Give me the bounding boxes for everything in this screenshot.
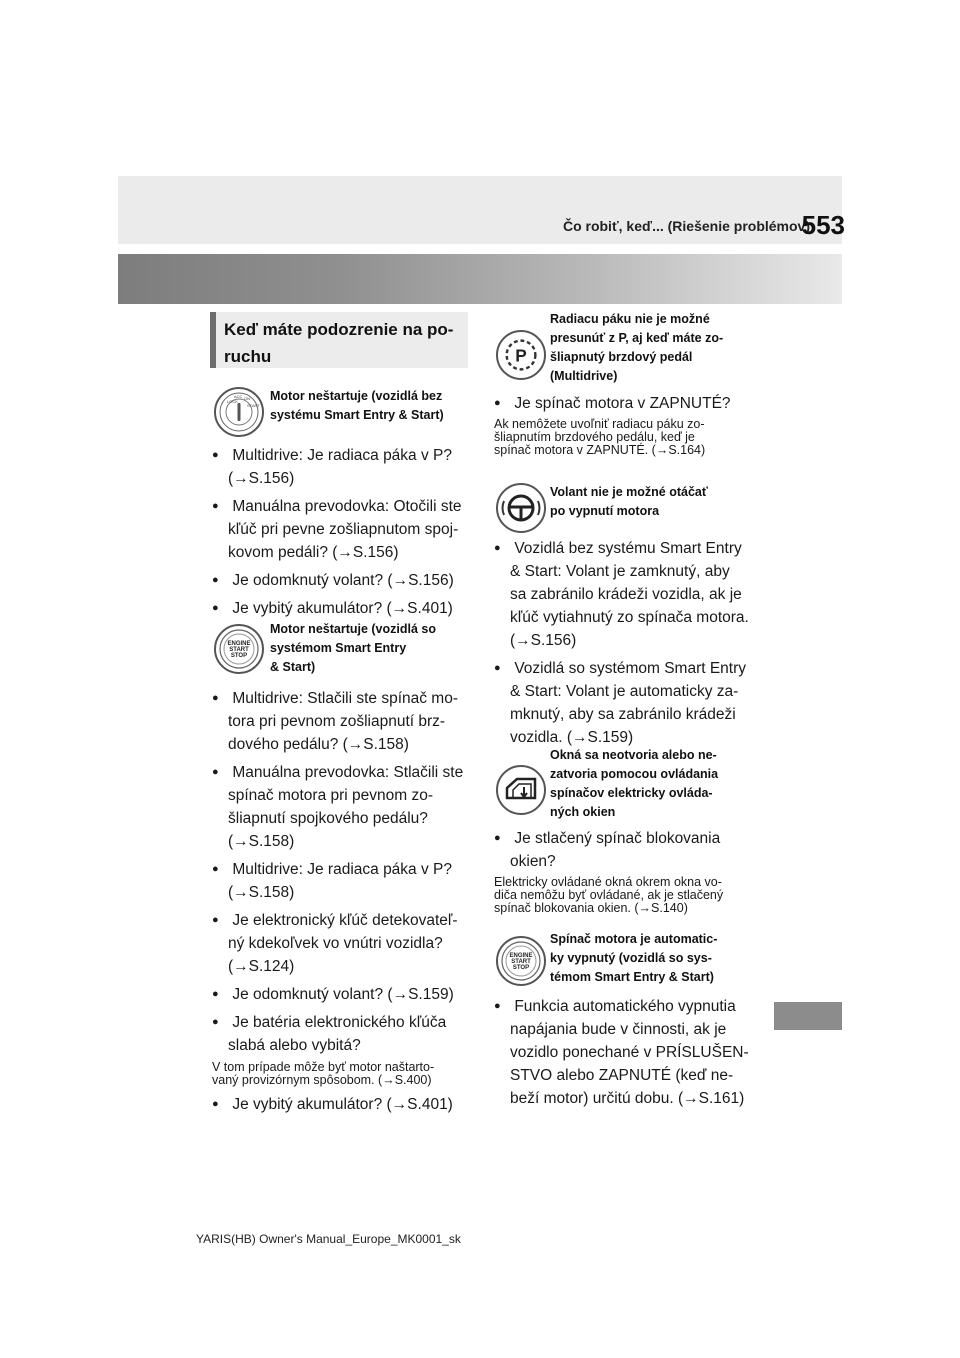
line: kľúč vytiahnutý zo spínača motora. — [510, 609, 749, 626]
line: Manuálna prevodovka: Otočili ste — [232, 498, 462, 515]
line: vozidlo ponechané v PRÍSLUŠEN- — [510, 1044, 749, 1061]
note-line: Ak nemôžete uvoľniť radiacu páku zo- — [494, 417, 705, 431]
bullet-list — [212, 444, 474, 620]
title-line: presunúť z P, aj keď máte zo- — [550, 331, 724, 345]
block-title — [550, 746, 760, 822]
title-line: ky vypnutý (vozidlá so sys- — [550, 951, 712, 965]
line: (→S.156) — [228, 470, 295, 487]
title-line: zatvoria pomocou ovládania — [550, 767, 719, 781]
bullet-list — [494, 392, 756, 457]
line: Je odomknutý volant? (→S.159) — [232, 986, 454, 1003]
note-line: spínač motora v ZAPNUTÉ. (→S.164) — [494, 443, 706, 457]
line: & Start: Volant je automaticky za- — [510, 683, 739, 700]
line: kľúč pri pevne zošliapnutom spoj- — [228, 521, 459, 538]
note-line: šliapnutím brzdového pedálu, keď je — [494, 430, 695, 444]
line: Je batéria elektronického kľúča — [232, 1014, 447, 1031]
title-line: témom Smart Entry & Start) — [550, 970, 714, 984]
line: kovom pedáli? (→S.156) — [228, 544, 399, 561]
line: Funkcia automatického vypnutia — [514, 998, 736, 1015]
list-item — [212, 687, 474, 756]
line: beží motor) určitú dobu. (→S.161) — [510, 1090, 745, 1107]
list-item — [494, 537, 756, 652]
line: tora pri pevnom zošliapnutí brz- — [228, 713, 446, 730]
line: Je stlačený spínač blokovania — [514, 830, 721, 847]
list-item — [212, 858, 474, 904]
list-item — [212, 761, 474, 853]
p-letter: P — [515, 345, 527, 366]
line: Je elektronický kľúč detekovateľ- — [232, 912, 458, 929]
block-title — [550, 930, 760, 987]
section-heading — [210, 312, 468, 368]
title-line: (Multidrive) — [550, 369, 618, 383]
steering-wheel-icon — [496, 483, 546, 533]
engine-button-label — [498, 953, 544, 971]
note — [212, 1061, 474, 1087]
block-title — [270, 387, 470, 425]
bullet-list — [494, 537, 756, 749]
label-line: STOP — [512, 965, 530, 971]
footer-manual-id: YARIS(HB) Owner's Manual_Europe_MK0001_sk — [196, 1232, 461, 1246]
line: mknutý, aby sa zabránilo krádeži — [510, 706, 736, 723]
line: & Start: Volant je zamknutý, aby — [510, 563, 730, 580]
list-item — [212, 495, 474, 564]
block-title — [550, 483, 760, 521]
page-number: 553 — [801, 210, 845, 240]
block-title — [270, 620, 470, 677]
note-line: diča nemôžu byť ovládané, ak je stlačený — [494, 888, 724, 902]
engine-button-label — [216, 641, 262, 659]
list-item — [212, 569, 474, 592]
title-line: Motor neštartuje (vozidlá so — [270, 622, 436, 636]
line: (→S.156) — [510, 632, 577, 649]
title-line: Motor neštartuje (vozidlá bez — [270, 389, 443, 403]
line: napájania bude v činnosti, ak je — [510, 1021, 727, 1038]
list-item — [212, 444, 474, 490]
list-item — [212, 983, 474, 1006]
title-line: Volant nie je možné otáčať — [550, 485, 708, 499]
line: Multidrive: Je radiaca páka v P? — [232, 447, 452, 464]
note-line: V tom prípade môže byť motor naštarto- — [212, 1060, 435, 1074]
label-line: STOP — [230, 653, 248, 659]
title-line: Spínač motora je automatic- — [550, 932, 718, 946]
note-line: Elektricky ovládané okná okrem okna vo- — [494, 875, 722, 889]
line: Je vybitý akumulátor? (→S.401) — [232, 1096, 453, 1113]
block-title — [550, 310, 760, 386]
line: Je odomknutý volant? (→S.156) — [232, 572, 454, 589]
bullet-list — [494, 827, 756, 915]
title-line: ných okien — [550, 805, 616, 819]
list-item — [494, 827, 756, 873]
note — [494, 876, 756, 915]
list-item — [212, 1093, 474, 1116]
engine-start-stop-button-icon — [214, 624, 264, 674]
list-item — [494, 995, 756, 1110]
line: sa zabránilo krádeži vozidla, ak je — [510, 586, 742, 603]
line: (→S.124) — [228, 958, 295, 975]
engine-start-stop-button-icon — [496, 936, 546, 986]
section-heading-line-2: ruchu — [224, 347, 272, 366]
list-item — [212, 909, 474, 978]
note — [494, 418, 756, 457]
ignition-label-on: ON — [244, 396, 250, 401]
label-line: START — [511, 959, 531, 965]
label-line: START — [229, 647, 249, 653]
title-line: & Start) — [270, 660, 316, 674]
chapter-band — [118, 254, 842, 304]
list-item — [212, 1011, 474, 1057]
line: Multidrive: Je radiaca páka v P? — [232, 861, 452, 878]
line: (→S.158) — [228, 833, 295, 850]
title-line: Okná sa neotvoria alebo ne- — [550, 748, 717, 762]
ignition-label-acc: ACC — [234, 394, 243, 399]
shift-lever-p-gear-icon — [496, 330, 546, 380]
title-line: Radiacu páku nie je možné — [550, 312, 710, 326]
line: vozidla. (→S.159) — [510, 729, 634, 746]
line: Manuálna prevodovka: Stlačili ste — [232, 764, 464, 781]
note-line: vaný provizórnym spôsobom. (→S.400) — [212, 1073, 432, 1087]
line: šliapnutí spojkového pedálu? — [228, 810, 428, 827]
line: Je spínač motora v ZAPNUTÉ? — [514, 395, 731, 412]
line: Vozidlá so systémom Smart Entry — [514, 660, 747, 677]
line: STVO alebo ZAPNUTÉ (keď ne- — [510, 1067, 734, 1084]
chapter-side-tab — [774, 1002, 842, 1030]
bullet-list — [494, 995, 756, 1110]
line: slabá alebo vybitá? — [228, 1037, 361, 1054]
label-line: ENGINE — [227, 641, 251, 647]
list-item — [494, 657, 756, 749]
bullet-list — [212, 687, 474, 1116]
note-line: spínač blokovania okien. (→S.140) — [494, 901, 688, 915]
title-line: šliapnutý brzdový pedál — [550, 350, 693, 364]
title-line: po vypnutí motora — [550, 504, 660, 518]
label-line: ENGINE — [509, 953, 533, 959]
line: ný kdekoľvek vo vnútri vozidla? — [228, 935, 443, 952]
line: (→S.158) — [228, 884, 295, 901]
title-line: systémom Smart Entry — [270, 641, 407, 655]
section-heading-line-1: Keď máte podozrenie na po- — [224, 320, 454, 339]
list-item — [494, 392, 756, 415]
power-window-icon — [496, 765, 546, 815]
line: Multidrive: Stlačili ste spínač mo- — [232, 690, 458, 707]
line: spínač motora pri pevnom zo- — [228, 787, 434, 804]
line: okien? — [510, 853, 556, 870]
header-title: Čo robiť, keď... (Riešenie problémov) — [562, 218, 810, 234]
line: Je vybitý akumulátor? (→S.401) — [232, 600, 453, 617]
ignition-label-lock: LOCK — [227, 399, 238, 404]
title-line: systému Smart Entry & Start) — [270, 408, 444, 422]
ignition-label-start: START — [247, 403, 260, 408]
list-item — [212, 597, 474, 620]
title-line: spínačov elektricky ovláda- — [550, 786, 713, 800]
ignition-key-cylinder-icon — [214, 387, 264, 437]
line: dového pedálu? (→S.158) — [228, 736, 409, 753]
line: Vozidlá bez systému Smart Entry — [514, 540, 742, 557]
